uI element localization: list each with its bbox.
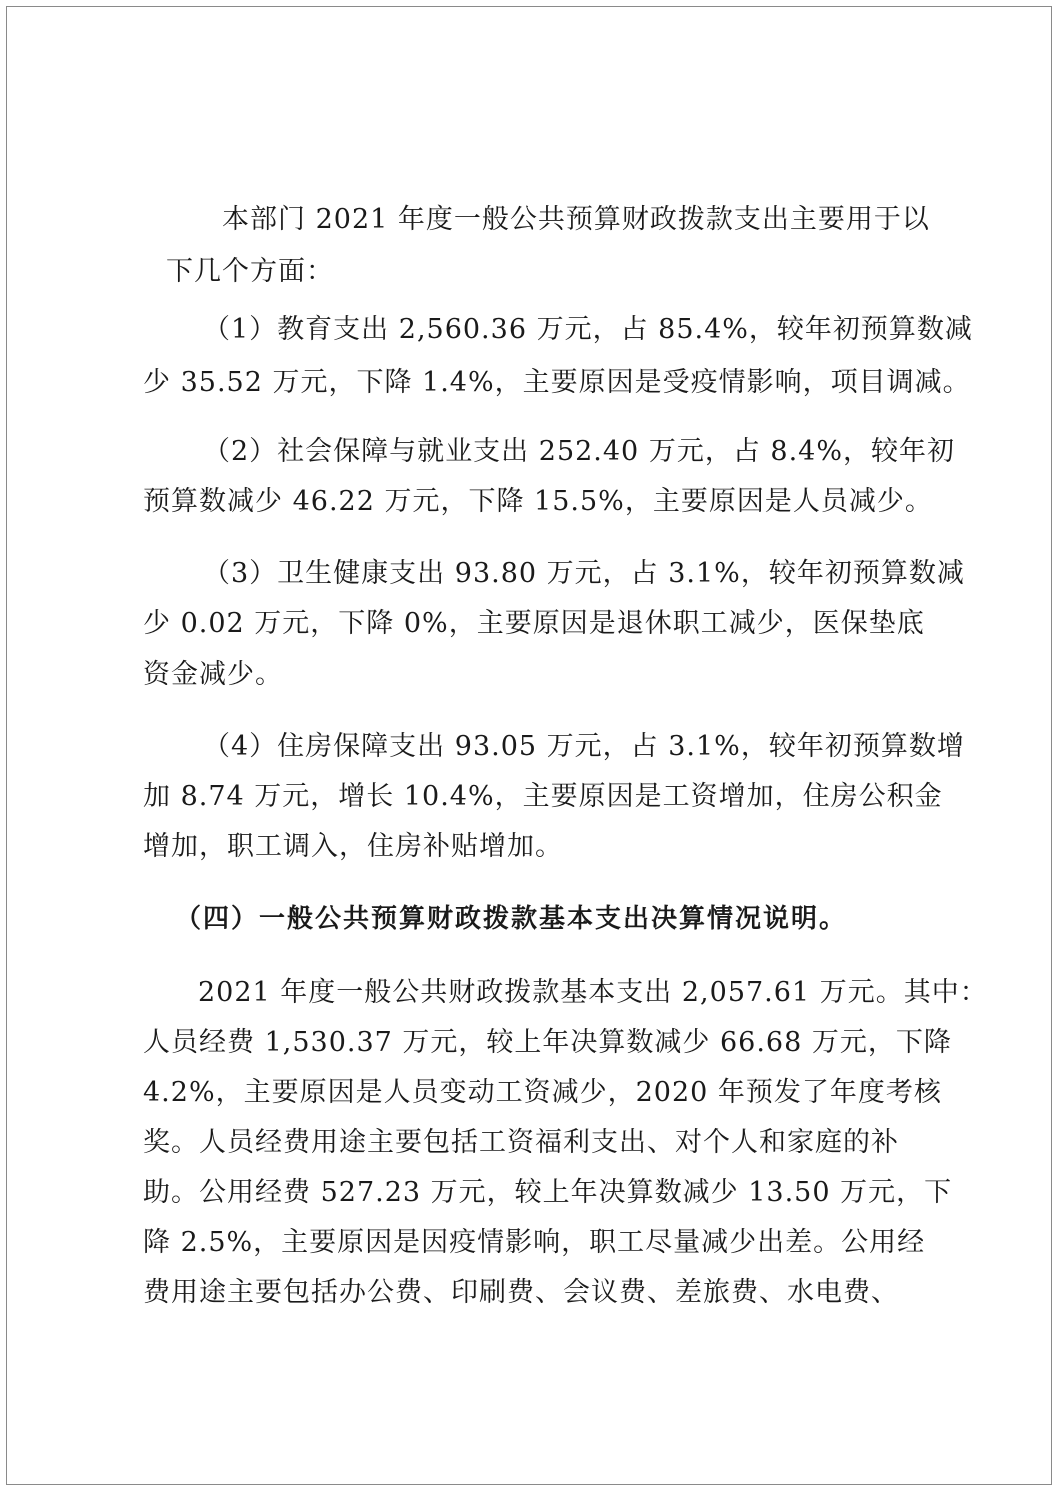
item3-line-1: （3）卫生健康支出 93.80 万元，占 3.1%，较年初预算数减 xyxy=(203,558,965,589)
item4-line-3: 增加，职工调入，住房补贴增加。 xyxy=(143,831,563,862)
basic-line-1: 2021 年度一般公共财政拨款基本支出 2,057.61 万元。其中： xyxy=(198,977,988,1008)
item4-line-2: 加 8.74 万元，增长 10.4%，主要原因是工资增加，住房公积金 xyxy=(143,781,943,812)
intro-line-1: 本部门 2021 年度一般公共预算财政拨款支出主要用于以 xyxy=(222,204,930,235)
basic-line-5: 助。公用经费 527.23 万元，较上年决算数减少 13.50 万元，下 xyxy=(143,1177,953,1208)
basic-line-6: 降 2.5%，主要原因是因疫情影响，职工尽量减少出差。公用经 xyxy=(143,1227,926,1258)
basic-line-2: 人员经费 1,530.37 万元，较上年决算数减少 66.68 万元，下降 xyxy=(143,1027,952,1058)
item2-line-2: 预算数减少 46.22 万元，下降 15.5%，主要原因是人员减少。 xyxy=(143,486,933,517)
item1-line-1: （1）教育支出 2,560.36 万元，占 85.4%，较年初预算数减 xyxy=(203,314,973,345)
item3-line-2: 少 0.02 万元，下降 0%，主要原因是退休职工减少，医保垫底 xyxy=(143,608,925,639)
section-heading: （四）一般公共预算财政拨款基本支出决算情况说明。 xyxy=(175,904,848,934)
item2-line-1: （2）社会保障与就业支出 252.40 万元，占 8.4%，较年初 xyxy=(203,436,955,467)
item3-line-3: 资金减少。 xyxy=(143,659,283,690)
basic-line-7: 费用途主要包括办公费、印刷费、会议费、差旅费、水电费、 xyxy=(143,1277,899,1308)
item4-line-1: （4）住房保障支出 93.05 万元，占 3.1%，较年初预算数增 xyxy=(203,731,965,762)
item1-line-2: 少 35.52 万元，下降 1.4%，主要原因是受疫情影响，项目调减。 xyxy=(143,367,971,398)
basic-line-4: 奖。人员经费用途主要包括工资福利支出、对个人和家庭的补 xyxy=(143,1127,899,1158)
basic-line-3: 4.2%，主要原因是人员变动工资减少，2020 年预发了年度考核 xyxy=(143,1077,942,1108)
intro-line-2: 下几个方面： xyxy=(166,256,334,287)
